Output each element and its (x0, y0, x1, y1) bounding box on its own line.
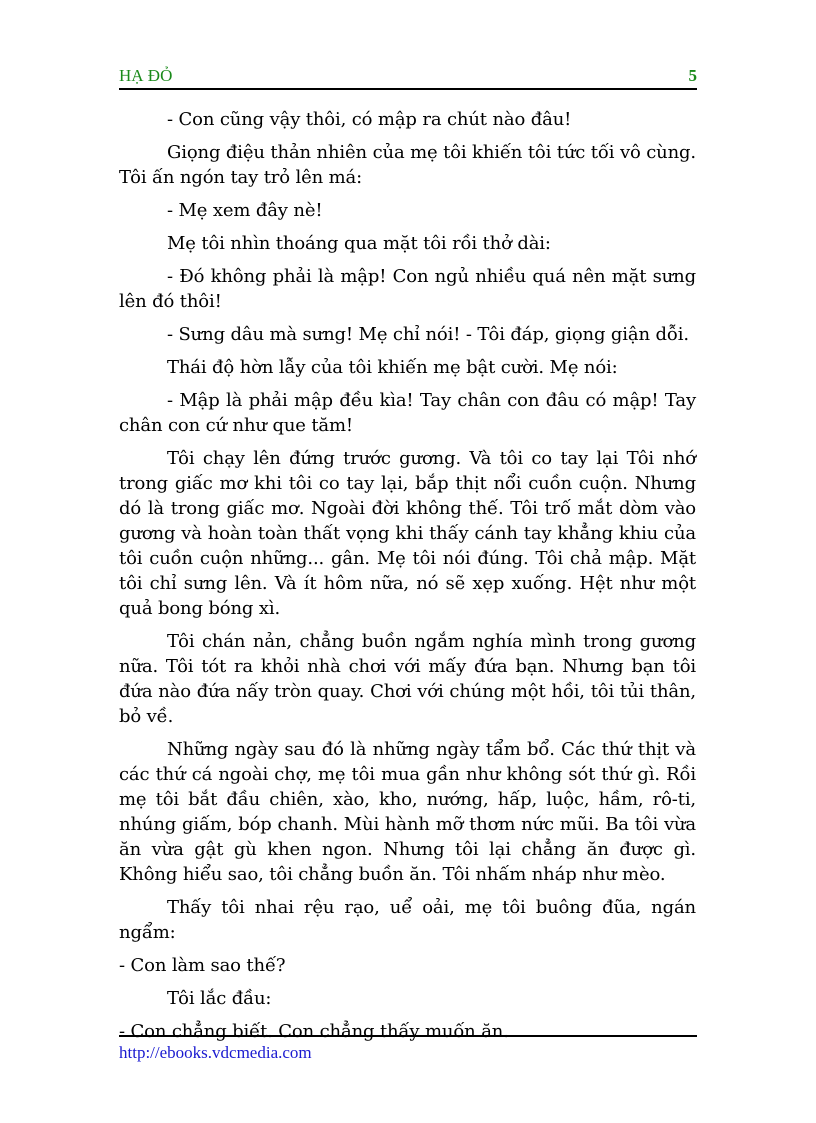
paragraph-2: Giọng điệu thản nhiên của mẹ tôi khiến tôi tức tối vô cùng. Tôi ấn ngón tay trỏ lên má: (119, 142, 696, 188)
paragraph-3: - Mẹ xem đây nè! (167, 200, 323, 221)
page-body (119, 107, 696, 1052)
paragraph-13: - Con làm sao thế? (119, 955, 286, 976)
page-footer (119, 1035, 697, 1063)
paragraph-8: - Mập là phải mập đều kìa! Tay chân con đâu có mập! Tay chân con cứ như que tăm! (119, 390, 696, 436)
paragraph-12: Thấy tôi nhai rệu rạo, uể oải, mẹ tôi buông đũa, ngán ngẩm: (119, 897, 696, 943)
paragraph-9: Tôi chạy lên đứng trước gương. Và tôi co tay lại Tôi nhớ trong giấc mơ khi tôi co tay lại, bắp thịt nổi cuồn cuộn. Nhưng dó là trong giấc mơ. Ngoài đời không thế. Tôi trố mắt dòm vào gương và hoàn toàn thất vọng khi thấy cánh tay khẳng khiu của tôi cuồn cuộn những... gân. Mẹ tôi nói đúng. Tôi chả mập. Mặt tôi chỉ sưng lên. Và ít hôm nữa, nó sẽ xẹp xuống. Hệt như một quả bong bóng xì. (119, 448, 696, 619)
paragraph-5: - Đó không phải là mập! Con ngủ nhiều quá nên mặt sưng lên đó thôi! (119, 266, 696, 312)
paragraph-7: Thái độ hờn lẫy của tôi khiến mẹ bật cười. Mẹ nói: (167, 357, 618, 378)
paragraph-10: Tôi chán nản, chẳng buồn ngắm nghía mình trong gương nữa. Tôi tót ra khỏi nhà chơi với mấy đứa bạn. Nhưng bạn tôi đứa nào đứa nấy tròn quay. Chơi với chúng một hồi, tôi tủi thân, bỏ về. (119, 631, 696, 727)
footer-link[interactable]: http://ebooks.vdcmedia.com (119, 1043, 312, 1062)
page-header (119, 62, 697, 90)
paragraph-1: - Con cũng vậy thôi, có mập ra chút nào đâu! (167, 109, 572, 130)
paragraph-4: Mẹ tôi nhìn thoáng qua mặt tôi rồi thở dài: (167, 233, 551, 254)
book-title: HẠ ĐỎ (119, 66, 173, 85)
paragraph-6: - Sưng dâu mà sưng! Mẹ chỉ nói! - Tôi đáp, giọng giận dỗi. (167, 324, 689, 345)
paragraph-14: Tôi lắc đầu: (167, 988, 272, 1009)
page-number: 5 (688, 66, 697, 85)
paragraph-15: - Con chẳng biết. Con chẳng thấy muốn ăn. (119, 1021, 509, 1042)
paragraph-11: Những ngày sau đó là những ngày tẩm bổ. Các thứ thịt và các thứ cá ngoài chợ, mẹ tôi mua gần như không sót thứ gì. Rồi mẹ tôi bắt đầu chiên, xào, kho, nướng, hấp, luộc, hầm, rô-ti, nhúng giấm, bóp chanh. Mùi hành mỡ thơm nức mũi. Ba tôi vừa ăn vừa gật gù khen ngon. Nhưng tôi lại chẳng ăn được gì. Không hiểu sao, tôi chẳng buồn ăn. Tôi nhấm nháp như mèo. (119, 739, 696, 885)
